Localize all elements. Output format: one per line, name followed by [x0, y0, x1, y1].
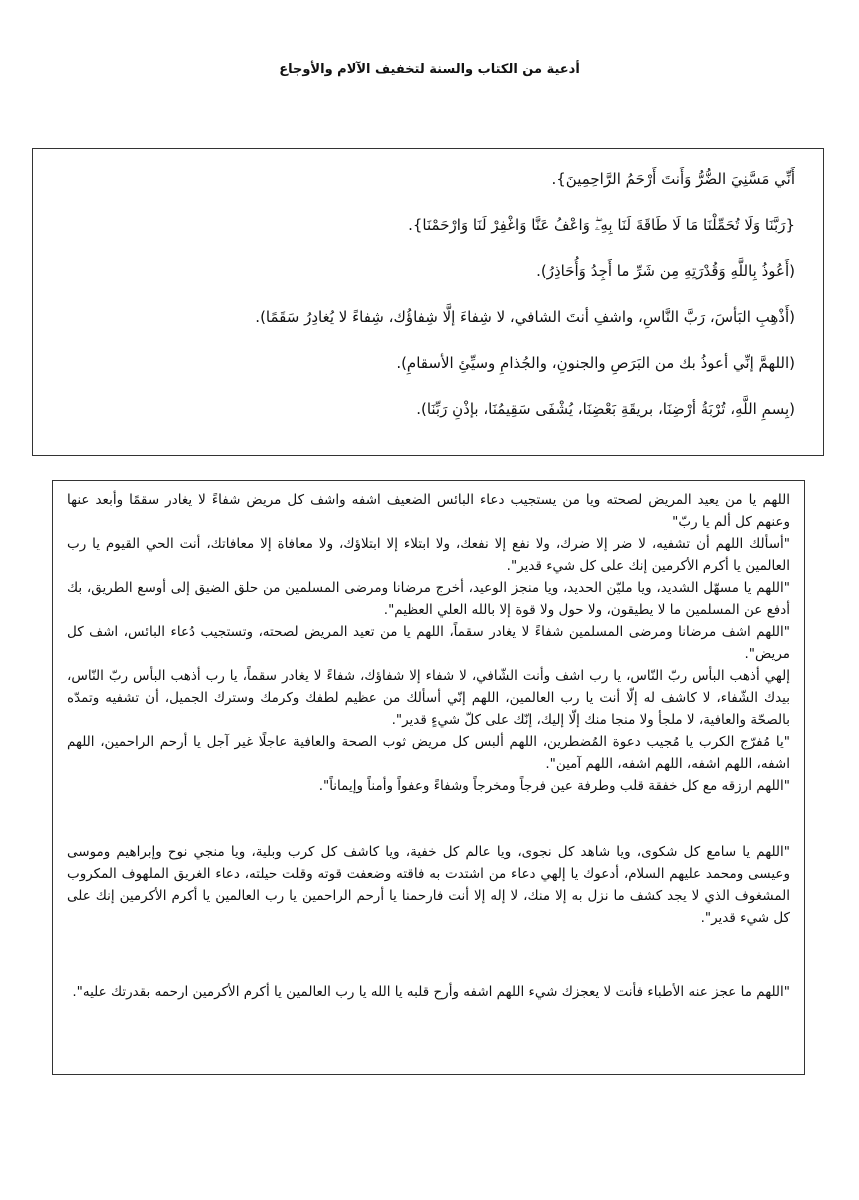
quran-verses-box — [32, 148, 824, 456]
verse-line: (أَذْهِبِ البَأسَ، رَبَّ النَّاسِ، واشفِ أنتَ الشافي، لا شِفاءَ إلَّا شِفاؤُك، شِفاءً لا يُغادِرُ سَقَمًا). — [255, 308, 795, 326]
verse-line: (أَعُوذُ بِاللَّهِ وَقُدْرَتِهِ مِن شَرِّ ما أَجِدُ وَأُحَاذِرُ). — [536, 262, 795, 280]
dua-paragraph: "أسألك اللهم أن تشفيه، لا ضر إلا ضرك، ولا نفع إلا نفعك، ولا ابتلاء إلا ابتلاؤك، ولا معافاة إلا معافاتك، أنت الحي القيوم يا رب العالمين يا أكرم الأكرمين إنك على كل شيء قدير". — [67, 536, 790, 574]
dua-paragraph: "اللهم ارزقه مع كل خفقة قلب وطرفة عين فرجاً ومخرجاً وشفاءً وعفواً وأمناً وإيماناً". — [318, 778, 790, 794]
dua-paragraph: اللهم يا من يعيد المريض لصحته ويا من يستجيب دعاء البائس الضعيف اشفه واشف كل مريض شفاءً لا يغادر سقمًا وأبعد عنها وعنهم كل ألم يا ربّ" — [67, 492, 790, 530]
dua-paragraph: "اللهم يا مسهّل الشديد، ويا مليّن الحديد، ويا منجز الوعيد، أخرج مرضانا ومرضى المسلمين من حلق الضيق إلى أوسع الطريق، بك أدفع عن المسلمين ما لا يطيقون، ولا حول ولا قوة إلا بالله العلي العظيم". — [67, 580, 790, 618]
dua-paragraph: "اللهم اشف مرضانا ومرضى المسلمين شفاءً لا يغادر سقماً، اللهم يا من تعيد المريض لصحته، وتستجيب دُعاء البائس، اشف كل مريض". — [67, 624, 790, 662]
dua-paragraph: "يا مُفرّج الكرب يا مُجيب دعوة المُضطرين، اللهم ألبس كل مريض ثوب الصحة والعافية عاجلًا غير آجل يا أرحم الراحمين، اللهم اشفه، اللهم اشفه، اللهم اشفه، اللهم آمين". — [67, 734, 790, 772]
dua-paragraph: "اللهم يا سامع كل شكوى، ويا شاهد كل نجوى، ويا عالم كل خفية، ويا كاشف كل كرب وبلية، ويا منجي نوح وإبراهيم وموسى وعيسى ومحمد عليهم السلام، أدعوك يا إلهي دعاء من اشتدت به فاقته وضعفت قوته وقلت حيلته، دعاء الغريق الملهوف المكروب المشغوف الذي لا يجد كشف ما نزل به إلا منك، لا إله إلا أنت فارحمنا يا أرحم الراحمين يا رب العالمين يا أكرم الأكرمين إنك على كل شيء قدير". — [67, 844, 790, 926]
verse-line: أَنِّي مَسَّنِيَ الضُّرُّ وَأَنتَ أَرْحَمُ الرَّاحِمِينَ}. — [551, 170, 795, 188]
dua-paragraph: إلهي أذهب البأس ربّ النّاس، يا رب اشف وأنت الشّافي، لا شفاء إلا شفاؤك، شفاءً لا يغادر سقماً، يا رب أذهب البأس ربّ النّاس، بيدك الشّفاء، لا كاشف له إلّا أنت يا رب العالمين، اللهم إنّي أسألك من عظيم لطفك وكرمك وسترك الجميل، أن تشفيه وتمدّه بالصحّة والعافية، لا ملجأ ولا منجا منك إلّا إليك، إنّك على كلّ شيءٍ قدير". — [67, 668, 790, 728]
dua-paragraph: "اللهم ما عجز عنه الأطباء فأنت لا يعجزك شيء اللهم اشفه وأرح قلبه يا الله يا رب العالمين يا أكرم الأكرمين ارحمه بقدرتك عليه". — [72, 984, 790, 1000]
verse-line: (بِسمِ اللَّهِ، تُرْبَةُ أرْضِنَا، بريقَةِ بَعْضِنَا، يُشْفَى سَقِيمُنَا، بإذْنِ رَبِّنَا). — [416, 400, 795, 418]
duas-box — [52, 480, 805, 1075]
verse-line: (اللهمَّ إنِّي أعوذُ بك من البَرَصِ والجنونِ، والجُذامِ وسيِّئِ الأسقامِ). — [396, 354, 795, 372]
page-title: أدعية من الكتاب والسنة لتخفيف الآلام والأوجاع — [279, 62, 580, 77]
verse-line: {رَبَّنَا وَلَا تُحَمِّلْنَا مَا لَا طَاقَةَ لَنَا بِهِۦۖ وَاعْفُ عَنَّا وَاغْفِرْ لَنَا وَارْحَمْنَا}. — [408, 216, 795, 234]
